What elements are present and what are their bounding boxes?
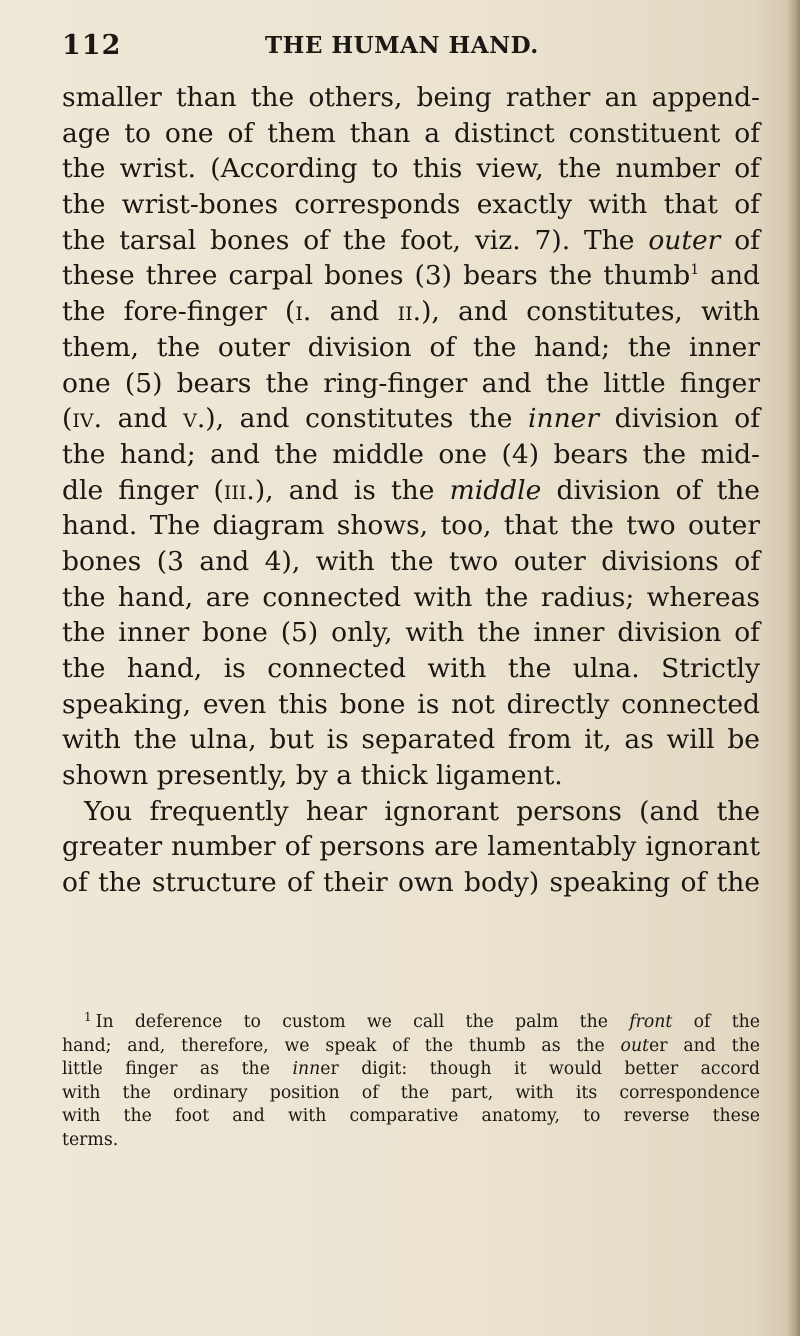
text-line-21: You frequently hear ignorant persons (and the bbox=[84, 795, 760, 827]
text-line-17: the hand, is connected with the ulna. Strictly bbox=[62, 653, 760, 684]
text-line-10: (iv. and v.), and constitutes the inner division of bbox=[62, 403, 761, 435]
footnote bbox=[62, 1011, 760, 1152]
italic-front: front bbox=[629, 1012, 673, 1032]
text-line-11: the hand; and the middle one (4) bears the mid- bbox=[62, 438, 760, 470]
text-line-22: greater number of persons are lamentably ignorant bbox=[62, 831, 760, 863]
text-line-9: one (5) bears the ring-finger and the little finger bbox=[62, 367, 760, 399]
text-line-23: of the structure of their own body) speaking of the bbox=[62, 867, 760, 899]
italic-inn: inn bbox=[292, 1059, 321, 1079]
text-line-20: shown presently, by a thick ligament. bbox=[62, 760, 563, 792]
footnote-line-1: $^1$ In deference to custom we call the palm the front of the bbox=[84, 1010, 760, 1032]
footnote-line-3: little finger as the inner digit: though it would better accord bbox=[62, 1059, 760, 1079]
page-edge-shadow bbox=[786, 0, 800, 1336]
text-line-18: speaking, even this bone is not directly connected bbox=[62, 688, 760, 720]
text-line-13: hand. The diagram shows, too, that the two outer bbox=[62, 510, 760, 542]
italic-out: out bbox=[620, 1035, 650, 1056]
footnote-line-6: terms. bbox=[62, 1129, 119, 1150]
text-line-6: these three carpal bones (3) bears the thumb$^1$ and bbox=[62, 260, 760, 292]
text-line-16: the inner bone (5) only, with the inner division of bbox=[62, 617, 760, 649]
text-line-8: them, the outer division of the hand; the inner bbox=[62, 331, 760, 363]
italic-outer: outer bbox=[648, 224, 721, 256]
text-line-12: dle finger (iii.), and is the middle division of the bbox=[62, 474, 760, 506]
footnote-marker: 1 bbox=[84, 1010, 92, 1024]
footnote-line-5: with the foot and with comparative anatomy, to reverse these bbox=[62, 1106, 760, 1126]
text-line-2: age to one of them than a distinct constituent of bbox=[62, 117, 760, 149]
text-line-14: bones (3 and 4), with the two outer divisions of bbox=[62, 545, 760, 577]
text-line-7: the fore-finger (i. and ii.), and constitutes, with bbox=[62, 296, 760, 328]
italic-middle: middle bbox=[449, 474, 542, 506]
footnote-line-4: with the ordinary position of the part, with its correspondence bbox=[62, 1082, 760, 1103]
text-line-19: with the ulna, but is separated from it, as will be bbox=[62, 724, 760, 756]
footnote-line-2: hand; and, therefore, we speak of the thumb as the outer and the bbox=[62, 1035, 760, 1056]
running-title: THE HUMAN HAND. bbox=[265, 32, 539, 59]
footnote-reference: 1 bbox=[690, 262, 700, 279]
text-line-5: the tarsal bones of the foot, viz. 7). The outer of bbox=[62, 224, 760, 256]
italic-inner: inner bbox=[528, 403, 599, 435]
text-line-1: smaller than the others, being rather an append- bbox=[62, 82, 760, 113]
text-line-3: the wrist. (According to this view, the number of bbox=[62, 153, 760, 185]
text-line-15: the hand, are connected with the radius; whereas bbox=[62, 581, 760, 613]
body-text bbox=[62, 80, 760, 901]
text-line-4: the wrist-bones corresponds exactly with that of bbox=[62, 189, 760, 221]
running-head bbox=[62, 30, 762, 70]
page-number: 112 bbox=[62, 30, 122, 61]
